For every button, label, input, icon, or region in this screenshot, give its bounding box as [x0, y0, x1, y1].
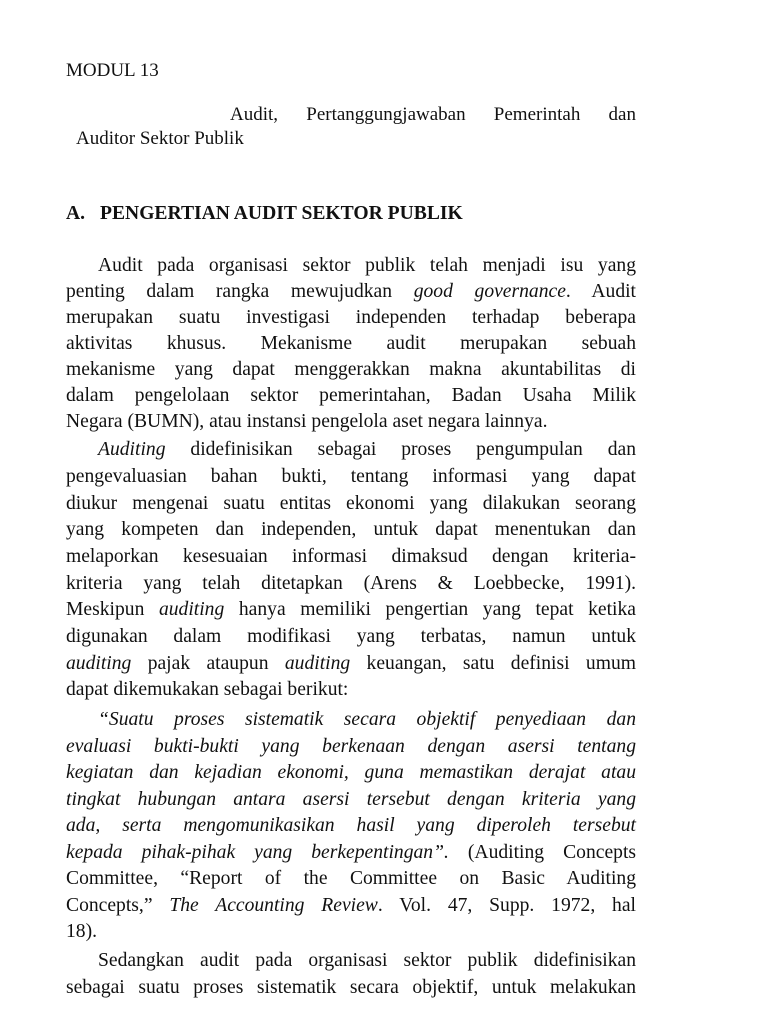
quote-line: kegiatan dan kejadian ekonomi, guna memastikan derajat atau: [66, 762, 636, 783]
paragraph-line: pengevaluasian bahan bukti, tentang informasi yang dapat: [66, 466, 636, 487]
paragraph-line: dalam pengelolaan sektor pemerintahan, Badan Usaha Milik: [66, 385, 636, 406]
emphasis: auditing: [284, 653, 351, 674]
emphasis: auditing: [158, 599, 225, 620]
module-subtitle-line-2: Auditor Sektor Publik: [76, 128, 244, 149]
quote-line: “Suatu proses sistematik secara objektif penyediaan dan: [98, 709, 636, 730]
paragraph-line: aktivitas khusus. Mekanisme audit merupakan sebuah: [66, 333, 636, 354]
module-subtitle-line-1: Audit, Pertanggungjawaban Pemerintah dan: [230, 104, 636, 125]
section-title: PENGERTIAN AUDIT SEKTOR PUBLIK: [100, 203, 463, 224]
paragraph-line: kriteria yang telah ditetapkan (Arens & Loebbecke, 1991).: [66, 573, 636, 594]
paragraph-line: diukur mengenai suatu entitas ekonomi yang dilakukan seorang: [66, 493, 636, 514]
paragraph-line: melaporkan kesesuaian informasi dimaksud dengan kriteria-: [66, 546, 636, 567]
quote-line: kepada pihak-pihak yang berkepentingan”. (Auditing Concepts: [66, 842, 637, 863]
module-number: MODUL 13: [66, 60, 159, 81]
emphasis: Auditing: [98, 439, 166, 460]
quote-line: Committee, “Report of the Committee on Basic Auditing: [66, 868, 636, 889]
quote-line: evaluasi bukti-bukti yang berkenaan dengan asersi tentang: [66, 736, 636, 757]
quote-line: ada, serta mengomunikasikan hasil yang diperoleh tersebut: [66, 815, 636, 836]
paragraph-line: auditing pajak ataupun auditing keuangan, satu definisi umum: [66, 653, 636, 674]
section-number: A.: [66, 203, 86, 224]
quote-line: Concepts,” The Accounting Review. Vol. 47, Supp. 1972, hal: [66, 895, 636, 916]
paragraph-line: sebagai suatu proses sistematik secara objektif, untuk melakukan: [66, 977, 636, 998]
emphasis: good governance: [413, 281, 566, 302]
quote-line: tingkat hubungan antara asersi tersebut dengan kriteria yang: [66, 789, 636, 810]
paragraph-line: penting dalam rangka mewujudkan good governance. Audit: [66, 281, 636, 302]
paragraph-line: mekanisme yang dapat menggerakkan makna akuntabilitas di: [66, 359, 636, 380]
emphasis: auditing: [66, 653, 132, 674]
paragraph-line: merupakan suatu investigasi independen terhadap beberapa: [66, 307, 636, 328]
paragraph-line: dapat dikemukakan sebagai berikut:: [66, 679, 349, 700]
paragraph-line: Auditing didefinisikan sebagai proses pengumpulan dan: [98, 439, 636, 460]
paragraph-line: Meskipun auditing hanya memiliki pengertian yang tepat ketika: [66, 599, 636, 620]
paragraph-line: Audit pada organisasi sektor publik telah menjadi isu yang: [98, 255, 636, 276]
paragraph-line: Negara (BUMN), atau instansi pengelola aset negara lainnya.: [66, 411, 548, 432]
journal-title: The Accounting Review: [169, 895, 378, 916]
paragraph-line: digunakan dalam modifikasi yang terbatas, namun untuk: [66, 626, 636, 647]
quote-line: 18).: [66, 921, 98, 942]
section-heading: [66, 203, 463, 225]
paragraph-line: Sedangkan audit pada organisasi sektor publik didefinisikan: [98, 950, 636, 971]
paragraph-line: yang kompeten dan independen, untuk dapat menentukan dan: [66, 519, 636, 540]
